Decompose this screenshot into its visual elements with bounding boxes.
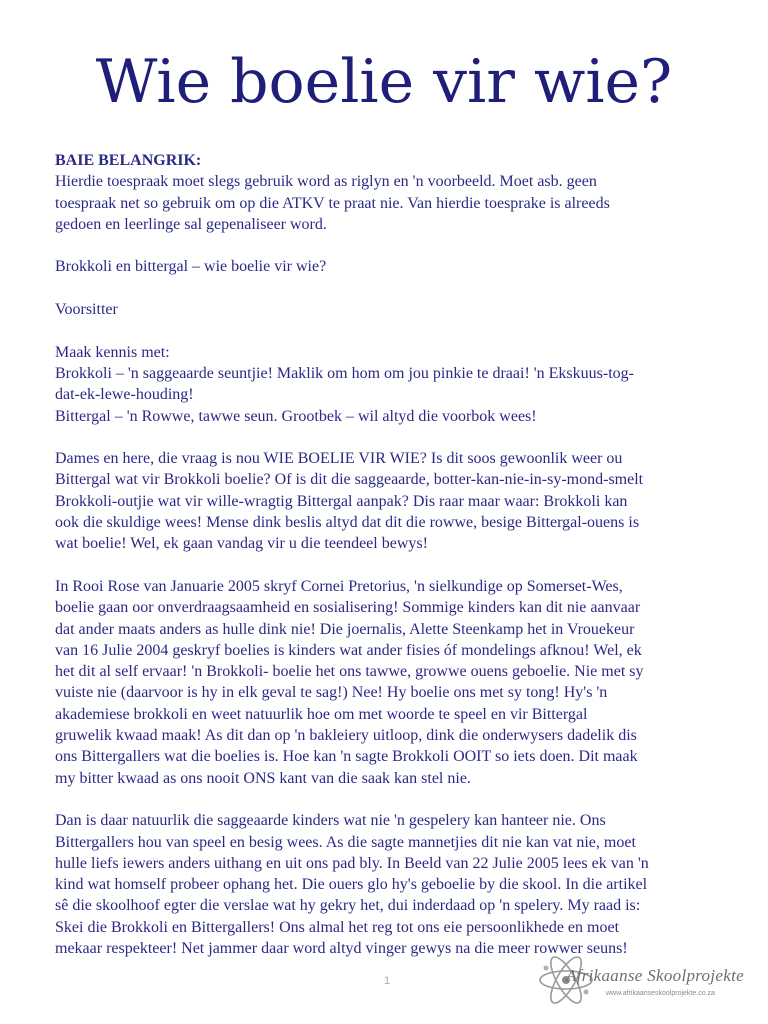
paragraph-line: mekaar respekteer! Net jammer daar word altyd vinger gewys na die meer rowwer seuns!: [55, 939, 628, 957]
paragraph-line: hulle liefs iewers anders uithang en uit ons pad bly. In Beeld van 22 Julie 2005 lees ek van 'n: [55, 854, 649, 872]
paragraph-line: sê die skoolhoof egter die verslae wat hy gekry het, dui inderdaad op 'n spelery. My raad is:: [55, 897, 641, 915]
paragraph-line: wat boelie! Wel, ek gaan vandag vir u die teendeel bewys!: [55, 535, 428, 553]
document-title: Wie boelie vir wie?: [95, 47, 673, 117]
document-body: [55, 150, 720, 981]
intro-line: dat-ek-lewe-houding!: [55, 386, 194, 404]
intro-line: Bittergal – 'n Rowwe, tawwe seun. Grootbek – wil altyd die voorbok wees!: [55, 407, 537, 425]
paragraph-line: boelie gaan oor onverdraagsaamheid en sosialisering! Sommige kinders kan dit nie aanvaar: [55, 599, 641, 617]
paragraph-line: ons Bittergallers wat die boelies is. Hoe kan 'n sagte Brokkoli OOIT so iets doen. Dit maak: [55, 748, 638, 766]
notice-line: gedoen en leerlinge sal gepenaliseer word.: [55, 215, 327, 233]
paragraph-3: [55, 810, 720, 959]
paragraph-line: gruwelik kwaad maak! As dit dan op 'n bakleiery uitloop, dink die onderwysers dadelik dis: [55, 727, 637, 745]
paragraph-line: vuiste nie (daarvoor is hy in elk geval te sag!) Nee! Hy boelie ons met sy tong! Hy's 'n: [55, 684, 608, 702]
notice-heading: BAIE BELANGRIK:: [55, 152, 202, 169]
salutation: Voorsitter: [55, 301, 118, 319]
logo-name: Afrikaanse Skoolprojekte: [566, 966, 744, 985]
paragraph-line: my bitter kwaad as ons nooit ONS kant van die saak kan stel nie.: [55, 769, 471, 787]
paragraph-line: ook die skuldige wees! Mense dink beslis altyd dat dit die rowwe, besige Bittergal-ouens is: [55, 514, 640, 532]
paragraph-line: Skei die Brokkoli en Bittergallers! Ons almal het reg tot ons eie persoonlikhede en moet: [55, 918, 620, 936]
intro-block: [55, 342, 720, 427]
speech-subtitle: Brokkoli en bittergal – wie boelie vir wie?: [55, 258, 327, 276]
intro-line: Maak kennis met:: [55, 343, 170, 361]
notice-block: [55, 150, 720, 235]
paragraph-line: Bittergal wat vir Brokkoli boelie? Of is dit die saggeaarde, botter-kan-nie-in-sy-mond-smelt: [55, 471, 644, 489]
paragraph-line: dat ander maats anders as hulle dink nie! Die joernalis, Alette Steenkamp het in Vrouekeur: [55, 620, 635, 638]
paragraph-2: [55, 576, 720, 789]
paragraph-line: het dit al self ervaar! 'n Brokkoli- boelie het ons tawwe, growwe ouens geboelie. Nie met sy: [55, 663, 644, 681]
paragraph-line: van 16 Julie 2004 geskryf boelies is kinders wat ander fisies óf mondelings afknou! Wel, ek: [55, 641, 642, 659]
notice-line: Hierdie toespraak moet slegs gebruik word as riglyn en 'n voorbeeld. Moet asb. geen: [55, 173, 597, 191]
paragraph-line: kind wat homself probeer ophang het. Die ouers glo hy's geboelie by die skool. In die artikel: [55, 876, 648, 894]
paragraph-line: In Rooi Rose van Januarie 2005 skryf Cornei Pretorius, 'n sielkundige op Somerset-Wes,: [55, 577, 623, 595]
notice-line: toespraak net so gebruik om op die ATKV te praat nie. Van hierdie toesprake is alreeds: [55, 194, 610, 212]
paragraph-line: Bittergallers hou van speel en besig wees. As die sagte mannetjies dit nie kan vat nie, moet: [55, 833, 636, 851]
paragraph-line: Dames en here, die vraag is nou WIE BOELIE VIR WIE? Is dit soos gewoonlik weer ou: [55, 450, 623, 468]
paragraph-line: Brokkoli-outjie wat vir wille-wragtig Bittergal aanpak? Dis raar maar waar: Brokkoli kan: [55, 492, 628, 510]
publisher-logo[interactable]: [536, 950, 758, 1010]
paragraph-line: akademiese brokkoli en weet natuurlik hoe om met woorde te speel en vir Bittergal: [55, 705, 588, 723]
logo-url[interactable]: www.afrikaanseskoolprojekte.co.za: [606, 990, 715, 997]
paragraph-1: [55, 448, 720, 554]
paragraph-line: Dan is daar natuurlik die saggeaarde kinders wat nie 'n gespelery kan hanteer nie. Ons: [55, 812, 606, 830]
page-number: 1: [384, 975, 391, 987]
intro-line: Brokkoli – 'n saggeaarde seuntjie! Maklik om hom om jou pinkie te draai! 'n Ekskuus-tog-: [55, 364, 634, 382]
